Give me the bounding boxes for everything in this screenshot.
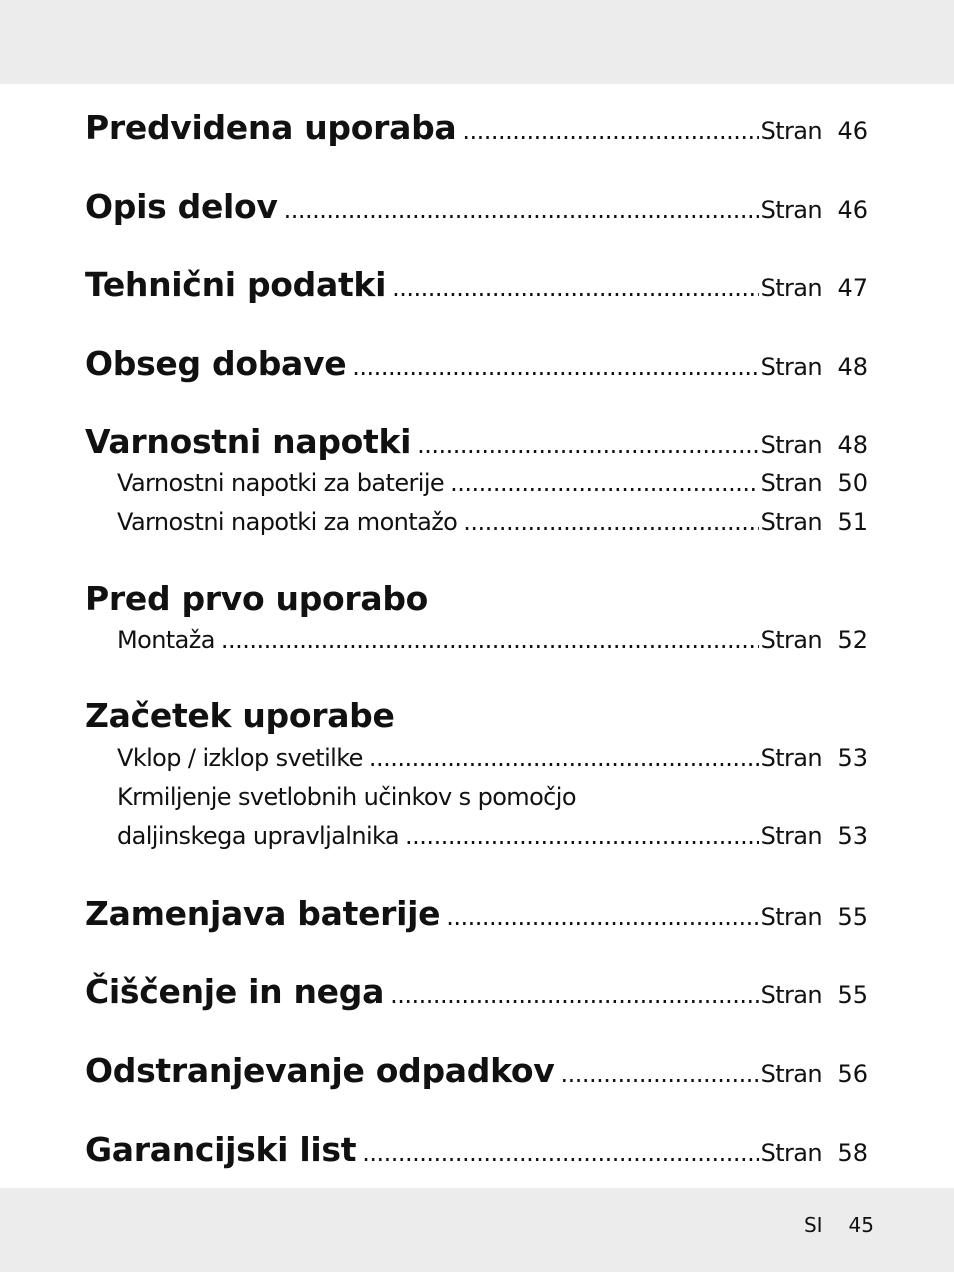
language-code: SI [803,1213,823,1237]
dot-leader [221,625,759,655]
toc-entry-zamenjava-baterije[interactable] [85,894,868,934]
toc-heading: Odstranjevanje odpadkov [85,1051,555,1090]
toc-heading: Varnostni napotki [85,422,412,461]
toc-subentry-varnostni-napotki-montazo[interactable] [117,507,868,537]
toc-subentry-vklop-izklop[interactable] [117,743,868,773]
toc-subentry-krmiljenje-line1[interactable] [117,782,868,812]
dot-leader [405,821,759,851]
toc-entry-pred-prvo-uporabo[interactable] [85,579,868,619]
page-number: 52 [837,626,868,654]
page-reference: Stran 47 [760,274,868,302]
dot-leader [352,352,758,382]
page-reference: Stran 46 [760,196,868,224]
page-reference: Stran 53 [760,822,868,850]
dot-leader [560,1059,758,1089]
toc-heading: Začetek uporabe [85,696,395,735]
page-number: 53 [837,744,868,772]
dot-leader [450,468,758,498]
page-number: 48 [837,353,868,381]
page-reference: Stran 58 [760,1139,868,1167]
toc-subheading: Varnostni napotki za montažo [117,508,458,536]
toc-entry-obseg-dobave[interactable] [85,344,868,384]
dot-leader [390,980,759,1010]
toc-entry-zacetek-uporabe[interactable] [85,696,868,736]
dot-leader [463,507,758,537]
toc-subheading: Montaža [117,626,215,654]
page-number: 46 [837,117,868,145]
page-number: 48 [837,431,868,459]
page-footer [804,1213,874,1237]
page-reference: Stran 56 [760,1060,868,1088]
page-reference: Stran 55 [760,981,868,1009]
toc-subheading: Krmiljenje svetlobnih učinkov s pomočjo [117,783,576,811]
toc-entry-opis-delov[interactable] [85,187,868,227]
page-number: 55 [837,903,868,931]
page-reference: Stran 52 [760,626,868,654]
page-reference: Stran 51 [760,508,868,536]
toc-heading: Garancijski list [85,1130,357,1169]
page-number: 46 [837,196,868,224]
page-reference: Stran 55 [760,903,868,931]
toc-entry-predvidena-uporaba[interactable] [85,108,868,148]
toc-entry-ciscenje-in-nega[interactable] [85,972,868,1012]
page-number: 58 [837,1139,868,1167]
dot-leader [284,195,759,225]
toc-heading: Pred prvo uporabo [85,579,429,618]
toc-subheading: Varnostni napotki za baterije [117,469,445,497]
page-number: 55 [837,981,868,1009]
page-reference: Stran 50 [760,469,868,497]
toc-heading: Tehnični podatki [85,265,387,304]
toc-entry-tehnicni-podatki[interactable] [85,265,868,305]
page-reference: Stran 48 [760,353,868,381]
page-number: 50 [837,469,868,497]
dot-leader [392,273,758,303]
toc-subheading: daljinskega upravljalnika [117,822,400,850]
page-number: 56 [837,1060,868,1088]
toc-entry-odstranjevanje-odpadkov[interactable] [85,1051,868,1091]
toc-heading: Predvidena uporaba [85,108,457,147]
toc-subentry-krmiljenje-line2[interactable] [117,821,868,851]
dot-leader [362,1138,758,1168]
dot-leader [369,743,759,773]
toc-heading: Čiščenje in nega [85,972,385,1011]
page-reference: Stran 53 [760,744,868,772]
toc-subentry-varnostni-napotki-baterije[interactable] [117,468,868,498]
page-reference: Stran 46 [760,117,868,145]
page-reference: Stran 48 [760,431,868,459]
toc-subheading: Vklop / izklop svetilke [117,744,363,772]
toc-entry-varnostni-napotki[interactable] [85,422,868,462]
footer-page-number: 45 [848,1213,874,1237]
toc-heading: Obseg dobave [85,344,347,383]
dot-leader [417,430,758,460]
toc-heading: Opis delov [85,187,278,226]
toc-heading: Zamenjava baterije [85,894,441,933]
page-number: 51 [837,508,868,536]
page-number: 47 [837,274,868,302]
dot-leader [446,902,758,932]
page-number: 53 [837,822,868,850]
toc-subentry-montaza[interactable] [117,625,868,655]
toc-entry-garancijski-list[interactable] [85,1130,868,1170]
dot-leader [462,116,758,146]
